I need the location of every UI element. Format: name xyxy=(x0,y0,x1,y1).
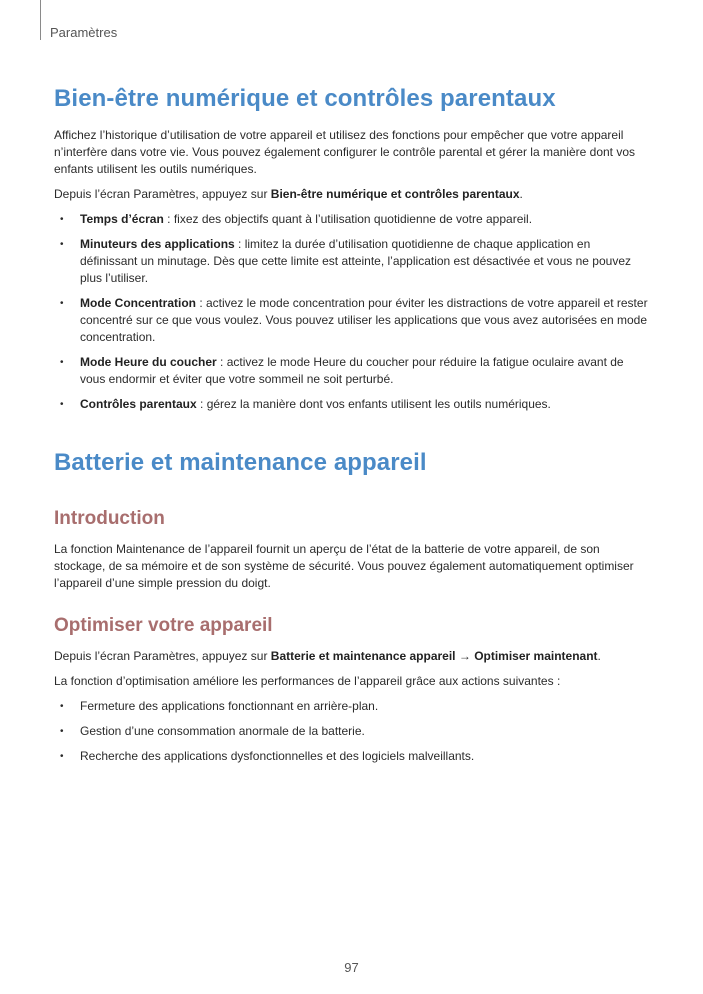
path-prefix: Depuis l’écran Paramètres, appuyez sur xyxy=(54,649,271,663)
path-bold: Bien-être numérique et contrôles parentaux xyxy=(270,187,520,201)
bullet-icon: • xyxy=(60,298,64,309)
bullet-icon: • xyxy=(60,751,64,762)
section-title-digital-wellbeing: Bien-être numérique et contrôles parentaux xyxy=(54,85,556,112)
section2-path xyxy=(54,648,650,665)
path-suffix: . xyxy=(597,649,601,663)
item-term: Mode Heure du coucher xyxy=(80,355,217,369)
section1-path xyxy=(54,186,650,203)
item-term: Mode Concentration xyxy=(80,296,196,310)
list-item xyxy=(54,236,650,287)
list-item xyxy=(54,396,650,413)
bullet-icon: • xyxy=(60,726,64,737)
item-text: Gestion d’une consommation anormale de la batterie. xyxy=(80,724,365,738)
bullet-icon: • xyxy=(60,399,64,410)
list-item xyxy=(54,748,650,765)
path-prefix: Depuis l’écran Paramètres, appuyez sur xyxy=(54,187,271,201)
path-bold: Optimiser maintenant xyxy=(474,649,598,663)
item-text: : limitez la durée d’utilisation quotidienne de chaque application en définissant un minutage. Dès que cette limite est atteinte, l’application est désactivée et vous ne pouvez plus l’utiliser. xyxy=(80,237,631,285)
section-title-battery: Batterie et maintenance appareil xyxy=(54,449,427,476)
bullet-icon: • xyxy=(60,214,64,225)
list-item xyxy=(54,211,650,228)
section2-intro: La fonction Maintenance de l’appareil fournit un aperçu de l’état de la batterie de votre appareil, de son stockage, de sa mémoire et de son système de sécurité. Vous pouvez également automatiquement optimiser l’appareil d’une simple pression du doigt. xyxy=(54,542,634,590)
running-header: Paramètres xyxy=(50,25,118,40)
item-term: Minuteurs des applications xyxy=(80,237,235,251)
item-text: : fixez des objectifs quant à l’utilisation quotidienne de votre appareil. xyxy=(163,212,533,226)
bullet-icon: • xyxy=(60,701,64,712)
item-text: : gérez la manière dont vos enfants utilisent les outils numériques. xyxy=(196,397,551,411)
item-text: : activez le mode concentration pour éviter les distractions de votre appareil et rester concentré sur ce que vous voulez. Vous pouvez utiliser les applications que vous avez autorisées en mode concentration. xyxy=(80,296,648,344)
optimize-text: La fonction d’optimisation améliore les performances de l’appareil grâce aux actions suivantes : xyxy=(54,674,561,688)
subheading-optimize: Optimiser votre appareil xyxy=(54,615,273,636)
page-content xyxy=(54,82,650,773)
optimize-list xyxy=(54,698,650,765)
page-number: 97 xyxy=(344,960,359,975)
path-arrow: → xyxy=(455,649,475,663)
list-item xyxy=(54,723,650,740)
subheading-introduction: Introduction xyxy=(54,508,165,529)
feature-list xyxy=(54,211,650,413)
item-text: Fermeture des applications fonctionnant en arrière-plan. xyxy=(80,699,379,713)
list-item xyxy=(54,698,650,715)
item-term: Temps d’écran xyxy=(80,212,164,226)
path-bold: Batterie et maintenance appareil xyxy=(270,649,456,663)
item-text: : activez le mode Heure du coucher pour réduire la fatigue oculaire avant de vous endormir et éviter que votre sommeil ne soit perturbé. xyxy=(80,355,624,386)
header-rule xyxy=(40,0,41,40)
list-item xyxy=(54,354,650,388)
list-item xyxy=(54,295,650,346)
item-text: Recherche des applications dysfonctionnelles et des logiciels malveillants. xyxy=(80,749,475,763)
path-suffix: . xyxy=(519,187,523,201)
item-term: Contrôles parentaux xyxy=(80,397,197,411)
bullet-icon: • xyxy=(60,239,64,250)
bullet-icon: • xyxy=(60,357,64,368)
section1-intro: Affichez l’historique d’utilisation de votre appareil et utilisez des fonctions pour empêcher que votre appareil n’interfère dans votre vie. Vous pouvez également configurer le contrôle parental et gérer la manière dont vos enfants utilisent les outils numériques. xyxy=(54,128,636,176)
